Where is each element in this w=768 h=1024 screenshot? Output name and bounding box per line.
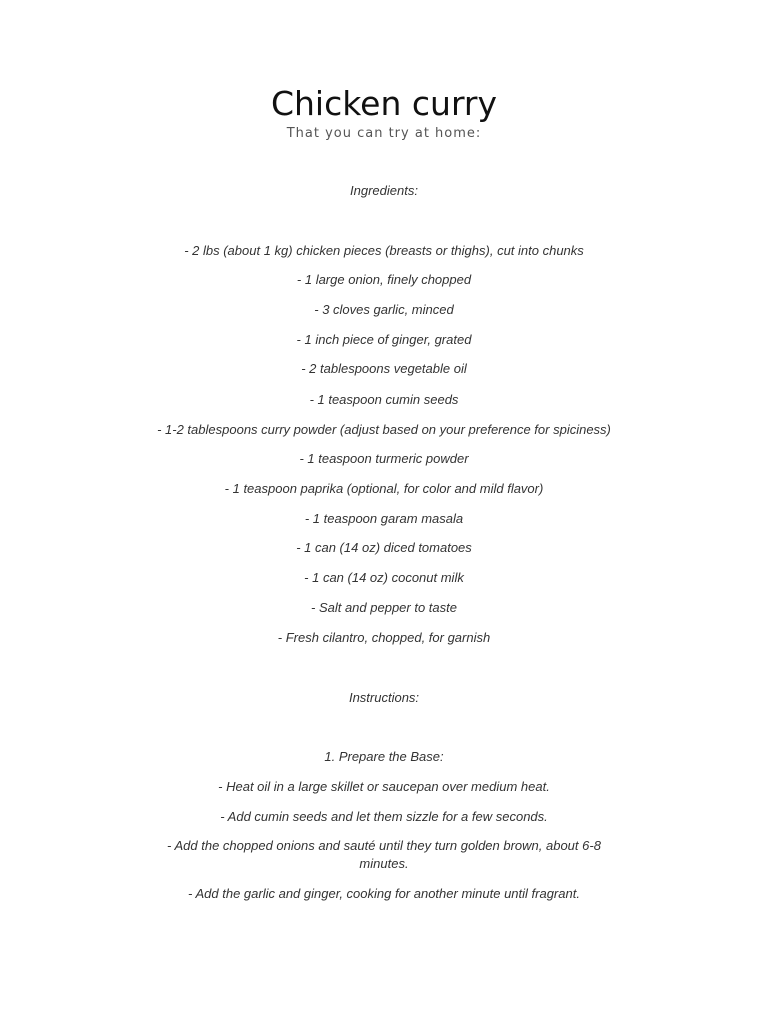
ingredient-item: - 1-2 tablespoons curry powder (adjust based on your preference for spiciness) <box>157 422 611 437</box>
step-heading: 1. Prepare the Base: <box>324 749 444 764</box>
ingredient-item: - Salt and pepper to taste <box>311 600 457 615</box>
ingredient-item: - 1 teaspoon turmeric powder <box>299 451 469 466</box>
ingredient-item: - 2 tablespoons vegetable oil <box>301 361 467 376</box>
step-item: - Heat oil in a large skillet or saucepan over medium heat. <box>218 779 550 794</box>
ingredient-item: - 1 can (14 oz) diced tomatoes <box>296 540 472 555</box>
step-item: - Add the garlic and ginger, cooking for another minute until fragrant. <box>188 886 580 901</box>
step-item: - Add cumin seeds and let them sizzle for a few seconds. <box>220 809 548 824</box>
ingredient-item: - Fresh cilantro, chopped, for garnish <box>277 630 491 645</box>
ingredient-item: - 1 can (14 oz) coconut milk <box>304 570 464 585</box>
ingredient-item: - 1 inch piece of ginger, grated <box>296 332 472 347</box>
ingredient-item: - 1 teaspoon garam masala <box>304 511 464 526</box>
instructions-heading: Instructions: <box>348 690 420 705</box>
ingredient-item: - 2 lbs (about 1 kg) chicken pieces (breasts or thighs), cut into chunks <box>184 243 584 258</box>
ingredients-heading: Ingredients: <box>350 183 418 198</box>
step-item: - Add the chopped onions and sauté until they turn golden brown, about 6-8 minutes. <box>167 838 601 871</box>
ingredient-item: - 1 teaspoon paprika (optional, for color and mild flavor) <box>224 481 544 496</box>
ingredient-item: - 1 teaspoon cumin seeds <box>309 392 459 407</box>
ingredient-item: - 3 cloves garlic, minced <box>314 302 454 317</box>
ingredient-item: - 1 large onion, finely chopped <box>296 272 472 287</box>
document-subtitle: That you can try at home: <box>286 126 482 141</box>
document-title: Chicken curry <box>270 84 498 123</box>
